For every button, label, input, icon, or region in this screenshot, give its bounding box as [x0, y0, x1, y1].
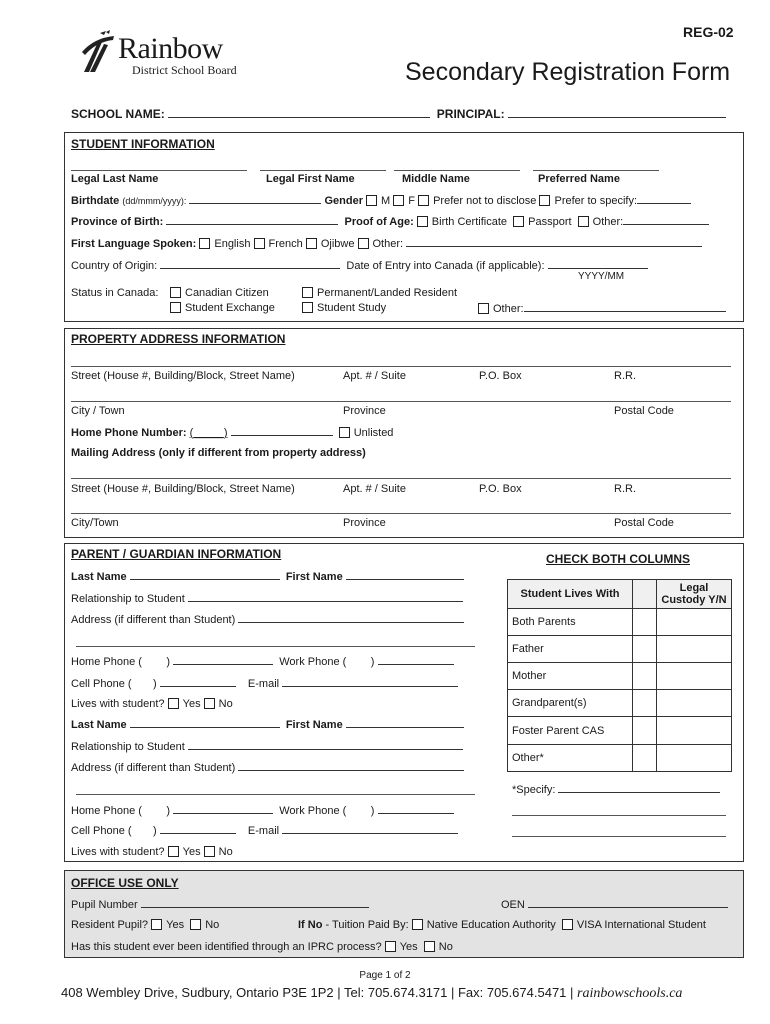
status-other: Other: — [478, 302, 726, 315]
custody-row — [508, 690, 732, 717]
p2-phone-row: Home Phone ( ) Work Phone ( ) — [71, 804, 454, 817]
status-study-checkbox[interactable] — [302, 302, 313, 313]
lang-english-checkbox[interactable] — [199, 238, 210, 249]
custody-row-label: Both Parents — [508, 609, 633, 636]
footer-address: 408 Wembley Drive, Sudbury, Ontario P3E 1P2 | Tel: 705.674.3171 | Fax: 705.674.5471 | — [61, 985, 574, 1000]
status-study: Student Study — [302, 302, 386, 314]
p2-address-field[interactable] — [238, 761, 464, 771]
status-permanent-checkbox[interactable] — [302, 287, 313, 298]
custody-lives-cell[interactable] — [633, 663, 657, 690]
custody-lives-cell[interactable] — [633, 636, 657, 663]
city-line[interactable] — [71, 401, 731, 402]
tuition-native-checkbox[interactable] — [412, 919, 423, 930]
custody-table — [507, 579, 732, 772]
p2-email-field[interactable] — [282, 824, 458, 834]
check-both-columns-title: CHECK BOTH COLUMNS — [546, 552, 690, 566]
resident-no-checkbox[interactable] — [190, 919, 201, 930]
proof-other-checkbox[interactable] — [578, 216, 589, 227]
custody-row — [508, 609, 732, 636]
mailing-street-line[interactable] — [71, 478, 731, 479]
custody-legal-cell[interactable] — [657, 690, 732, 717]
p1-address-line2[interactable] — [76, 646, 475, 647]
gender-specify-field[interactable] — [637, 194, 691, 204]
rr-label: R.R. — [614, 370, 636, 382]
p1-email-field[interactable] — [282, 677, 458, 687]
custody-lives-cell[interactable] — [633, 745, 657, 772]
custody-lives-cell[interactable] — [633, 609, 657, 636]
p1-last-name-field[interactable] — [130, 570, 280, 580]
custody-row — [508, 636, 732, 663]
proof-passport-checkbox[interactable] — [513, 216, 524, 227]
status-canadian-checkbox[interactable] — [170, 287, 181, 298]
oen-row: OEN — [501, 898, 728, 911]
city-label: City / Town — [71, 405, 125, 417]
custody-legal-cell[interactable] — [657, 717, 732, 745]
custody-lives-cell[interactable] — [633, 717, 657, 745]
entry-date-field[interactable] — [548, 259, 648, 269]
custody-row-label: Grandparent(s) — [508, 690, 633, 717]
logo-name: Rainbow — [118, 32, 223, 65]
tuition-visa-checkbox[interactable] — [562, 919, 573, 930]
lang-other-checkbox[interactable] — [358, 238, 369, 249]
p1-first-name-field[interactable] — [346, 570, 464, 580]
street-line[interactable] — [71, 366, 731, 367]
p1-lives-with-row: Lives with student? Yes No — [71, 698, 233, 710]
iprc-no-checkbox[interactable] — [424, 941, 435, 952]
mailing-address-label: Mailing Address (only if different from property address) — [71, 447, 366, 459]
specify-line2[interactable] — [512, 815, 726, 816]
p2-home-phone-field[interactable] — [173, 804, 273, 814]
resident-row: Resident Pupil? Yes No — [71, 919, 220, 931]
home-phone-field[interactable] — [231, 426, 333, 436]
p2-address-line2[interactable] — [76, 794, 475, 795]
p1-cell-row: Cell Phone ( ) E-mail — [71, 677, 458, 690]
status-other-field[interactable] — [524, 302, 726, 312]
oen-field[interactable] — [528, 898, 728, 908]
p1-relationship-row: Relationship to Student — [71, 592, 463, 605]
p2-relationship-row: Relationship to Student — [71, 740, 463, 753]
p1-lives-yes-checkbox[interactable] — [168, 698, 179, 709]
legal-last-name-label: Legal Last Name — [71, 173, 159, 185]
mailing-apt-label: Apt. # / Suite — [343, 483, 406, 495]
gender-f-checkbox[interactable] — [393, 195, 404, 206]
custody-col-legal: Legal Custody Y/N — [657, 580, 732, 609]
iprc-row: Has this student ever been identified through an IPRC process? Yes No — [71, 941, 453, 953]
p2-cell-row: Cell Phone ( ) E-mail — [71, 824, 458, 837]
iprc-yes-checkbox[interactable] — [385, 941, 396, 952]
student-info-title: STUDENT INFORMATION — [71, 137, 215, 151]
custody-row — [508, 717, 732, 745]
custody-legal-cell[interactable] — [657, 636, 732, 663]
custody-row-label: Mother — [508, 663, 633, 690]
province-label: Province — [343, 405, 386, 417]
country-row: Country of Origin: Date of Entry into Canada (if applicable): — [71, 259, 648, 272]
custody-row-label: Foster Parent CAS — [508, 717, 633, 745]
custody-row — [508, 745, 732, 772]
custody-legal-cell[interactable] — [657, 663, 732, 690]
custody-row-label: Other* — [508, 745, 633, 772]
street-label: Street (House #, Building/Block, Street Name) — [71, 370, 295, 382]
apt-label: Apt. # / Suite — [343, 370, 406, 382]
postal-label: Postal Code — [614, 405, 674, 417]
rainbow-logo-icon — [80, 30, 120, 74]
resident-yes-checkbox[interactable] — [151, 919, 162, 930]
p2-name-row: Last Name First Name — [71, 718, 464, 731]
gender-m-checkbox[interactable] — [366, 195, 377, 206]
footer-website-link[interactable]: rainbowschools.ca — [577, 986, 683, 1001]
status-exchange: Student Exchange — [170, 302, 275, 314]
preferred-name-label: Preferred Name — [538, 173, 620, 185]
home-phone-row: Home Phone Number: (_____) Unlisted — [71, 427, 394, 439]
province-of-birth-field[interactable] — [166, 215, 338, 225]
gender-specify-checkbox[interactable] — [539, 195, 550, 206]
country-of-origin-field[interactable] — [160, 259, 340, 269]
status-other-checkbox[interactable] — [478, 303, 489, 314]
page-number: Page 1 of 2 — [359, 970, 411, 981]
lang-ojibwe-checkbox[interactable] — [306, 238, 317, 249]
p1-name-row: Last Name First Name — [71, 570, 464, 583]
p1-phone-row: Home Phone ( ) Work Phone ( ) — [71, 655, 454, 668]
p2-first-name-field[interactable] — [346, 718, 464, 728]
p1-cell-phone-field[interactable] — [160, 677, 236, 687]
p2-work-phone-field[interactable] — [378, 804, 454, 814]
mailing-city-line[interactable] — [71, 513, 731, 514]
principal-field[interactable] — [508, 108, 726, 118]
custody-header-blank — [633, 580, 657, 609]
status-label: Status in Canada: — [71, 287, 159, 299]
custody-row-label: Father — [508, 636, 633, 663]
office-use-title: OFFICE USE ONLY — [71, 876, 179, 890]
p2-address-row: Address (if different than Student) — [71, 761, 464, 774]
pupil-number-field[interactable] — [141, 898, 369, 908]
mailing-province-label: Province — [343, 517, 386, 529]
birthdate-field[interactable] — [189, 194, 321, 204]
gender-undisclosed-checkbox[interactable] — [418, 195, 429, 206]
p1-home-phone-field[interactable] — [173, 655, 273, 665]
mailing-postal-label: Postal Code — [614, 517, 674, 529]
property-address-title: PROPERTY ADDRESS INFORMATION — [71, 332, 286, 346]
proof-other-field[interactable] — [623, 215, 709, 225]
p2-last-name-field[interactable] — [130, 718, 280, 728]
p1-address-row: Address (if different than Student) — [71, 613, 464, 626]
school-name-field[interactable] — [168, 108, 430, 118]
p2-cell-phone-field[interactable] — [160, 824, 236, 834]
language-row: First Language Spoken: English French Ojibwe Other: — [71, 237, 702, 250]
status-canadian: Canadian Citizen — [170, 287, 269, 299]
custody-row — [508, 663, 732, 690]
p2-lives-with-row: Lives with student? Yes No — [71, 846, 233, 858]
pobox-label: P.O. Box — [479, 370, 522, 382]
lang-other-field[interactable] — [406, 237, 702, 247]
custody-legal-cell[interactable] — [657, 609, 732, 636]
p1-work-phone-field[interactable] — [378, 655, 454, 665]
parent-guardian-title: PARENT / GUARDIAN INFORMATION — [71, 547, 282, 561]
mailing-city-label: City/Town — [71, 517, 119, 529]
mailing-rr-label: R.R. — [614, 483, 636, 495]
legal-first-name-label: Legal First Name — [266, 173, 355, 185]
p2-relationship-field[interactable] — [188, 740, 463, 750]
mailing-street-label: Street (House #, Building/Block, Street Name) — [71, 483, 295, 495]
logo-subtitle: District School Board — [132, 63, 237, 77]
unlisted-checkbox[interactable] — [339, 427, 350, 438]
p2-lives-yes-checkbox[interactable] — [168, 846, 179, 857]
status-permanent: Permanent/Landed Resident — [302, 287, 457, 299]
p1-address-field[interactable] — [238, 613, 464, 623]
p1-relationship-field[interactable] — [188, 592, 463, 602]
p1-lives-no-checkbox[interactable] — [204, 698, 215, 709]
specify-field[interactable] — [558, 783, 720, 793]
specify-row: *Specify: — [512, 783, 720, 796]
entry-date-format: YYYY/MM — [578, 271, 625, 282]
form-title: Secondary Registration Form — [405, 58, 731, 86]
footer-contact — [61, 985, 682, 1002]
proof-birth-certificate-checkbox[interactable] — [417, 216, 428, 227]
form-code: REG-02 — [683, 24, 734, 40]
mailing-pobox-label: P.O. Box — [479, 483, 522, 495]
province-row: Province of Birth: Proof of Age: Birth Certificate Passport Other: — [71, 215, 709, 228]
school-name-label: SCHOOL NAME: PRINCIPAL: — [71, 107, 726, 121]
middle-name-label: Middle Name — [402, 173, 470, 185]
specify-line3[interactable] — [512, 836, 726, 837]
custody-lives-cell[interactable] — [633, 690, 657, 717]
custody-col-lives-with: Student Lives With — [508, 580, 633, 609]
tuition-row: If No - Tuition Paid By: Native Education Authority VISA International Student — [298, 919, 706, 931]
custody-legal-cell[interactable] — [657, 745, 732, 772]
status-exchange-checkbox[interactable] — [170, 302, 181, 313]
p2-lives-no-checkbox[interactable] — [204, 846, 215, 857]
birthdate-row: Birthdate (dd/mmm/yyyy): Gender M F Prefer not to disclose Prefer to specify: — [71, 194, 691, 207]
lang-french-checkbox[interactable] — [254, 238, 265, 249]
pupil-number-row: Pupil Number — [71, 898, 369, 911]
